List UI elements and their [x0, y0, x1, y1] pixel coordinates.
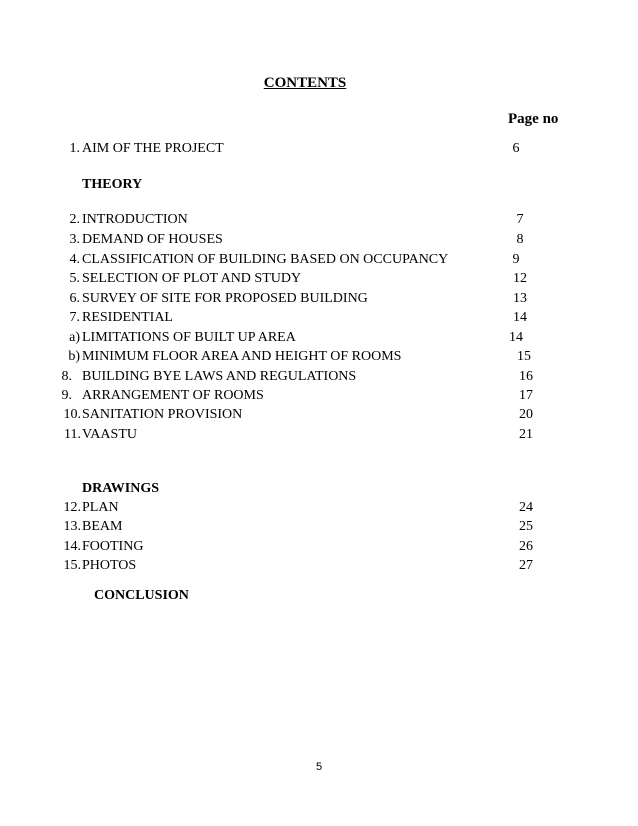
entry-number: a): [69, 330, 80, 345]
entry-number: 11.: [64, 427, 81, 442]
entry-page: 17: [519, 388, 533, 403]
entry-number: 12.: [63, 500, 81, 515]
entry-label: CLASSIFICATION OF BUILDING BASED ON OCCUPANCY: [82, 252, 449, 267]
entry-number: 3.: [69, 232, 80, 247]
entry-label: PLAN: [82, 500, 119, 515]
entry-number: 4.: [69, 252, 80, 267]
entry-page: 20: [519, 407, 533, 422]
entry-label: RESIDENTIAL: [82, 310, 173, 325]
entry-label: DEMAND OF HOUSES: [82, 232, 223, 247]
entry-page: 7: [516, 212, 524, 227]
entry-page: 26: [519, 539, 533, 554]
entry-number: 2.: [69, 212, 80, 227]
entry-label: MINIMUM FLOOR AREA AND HEIGHT OF ROOMS: [82, 349, 402, 364]
entry-number: 1.: [69, 141, 80, 156]
entry-label: SURVEY OF SITE FOR PROPOSED BUILDING: [82, 291, 368, 306]
entry-page: 8: [516, 232, 524, 247]
entry-page: 12: [513, 271, 527, 286]
entry-number: b): [68, 349, 80, 364]
entry-label: VAASTU: [82, 427, 137, 442]
entry-number: 14.: [63, 539, 81, 554]
entry-page: 27: [519, 558, 533, 573]
section-drawings: DRAWINGS: [82, 481, 160, 496]
page-title: CONTENTS: [263, 75, 347, 91]
page-number: 5: [315, 761, 323, 773]
entry-page: 14: [513, 310, 527, 325]
entry-number: 5.: [69, 271, 80, 286]
entry-label: PHOTOS: [82, 558, 137, 573]
entry-page: 9: [512, 252, 520, 267]
entry-label: ARRANGEMENT OF ROOMS: [82, 388, 264, 403]
entry-page: 6: [512, 141, 520, 156]
section-theory: THEORY: [82, 177, 143, 192]
entry-number: 15.: [63, 558, 81, 573]
section-conclusion: CONCLUSION: [94, 588, 189, 603]
entry-page: 24: [519, 500, 533, 515]
entry-label: LIMITATIONS OF BUILT UP AREA: [82, 330, 296, 345]
entry-number: 9.: [61, 388, 72, 403]
entry-page: 14: [509, 330, 523, 345]
entry-label: SANITATION PROVISION: [82, 407, 243, 422]
entry-number: 8.: [61, 369, 72, 384]
entry-number: 7.: [69, 310, 80, 325]
entry-label: INTRODUCTION: [82, 212, 188, 227]
entry-page: 15: [517, 349, 531, 364]
entry-number: 10.: [63, 407, 81, 422]
entry-page: 16: [519, 369, 533, 384]
entry-label: AIM OF THE PROJECT: [82, 141, 224, 156]
entry-number: 6.: [69, 291, 80, 306]
entry-label: BUILDING BYE LAWS AND REGULATIONS: [82, 369, 357, 384]
entry-label: BEAM: [82, 519, 123, 534]
entry-number: 13.: [63, 519, 81, 534]
entry-label: SELECTION OF PLOT AND STUDY: [82, 271, 302, 286]
entry-label: FOOTING: [82, 539, 144, 554]
entry-page: 13: [513, 291, 527, 306]
page-no-header: Page no: [508, 111, 559, 127]
entry-page: 25: [519, 519, 533, 534]
entry-page: 21: [519, 427, 533, 442]
